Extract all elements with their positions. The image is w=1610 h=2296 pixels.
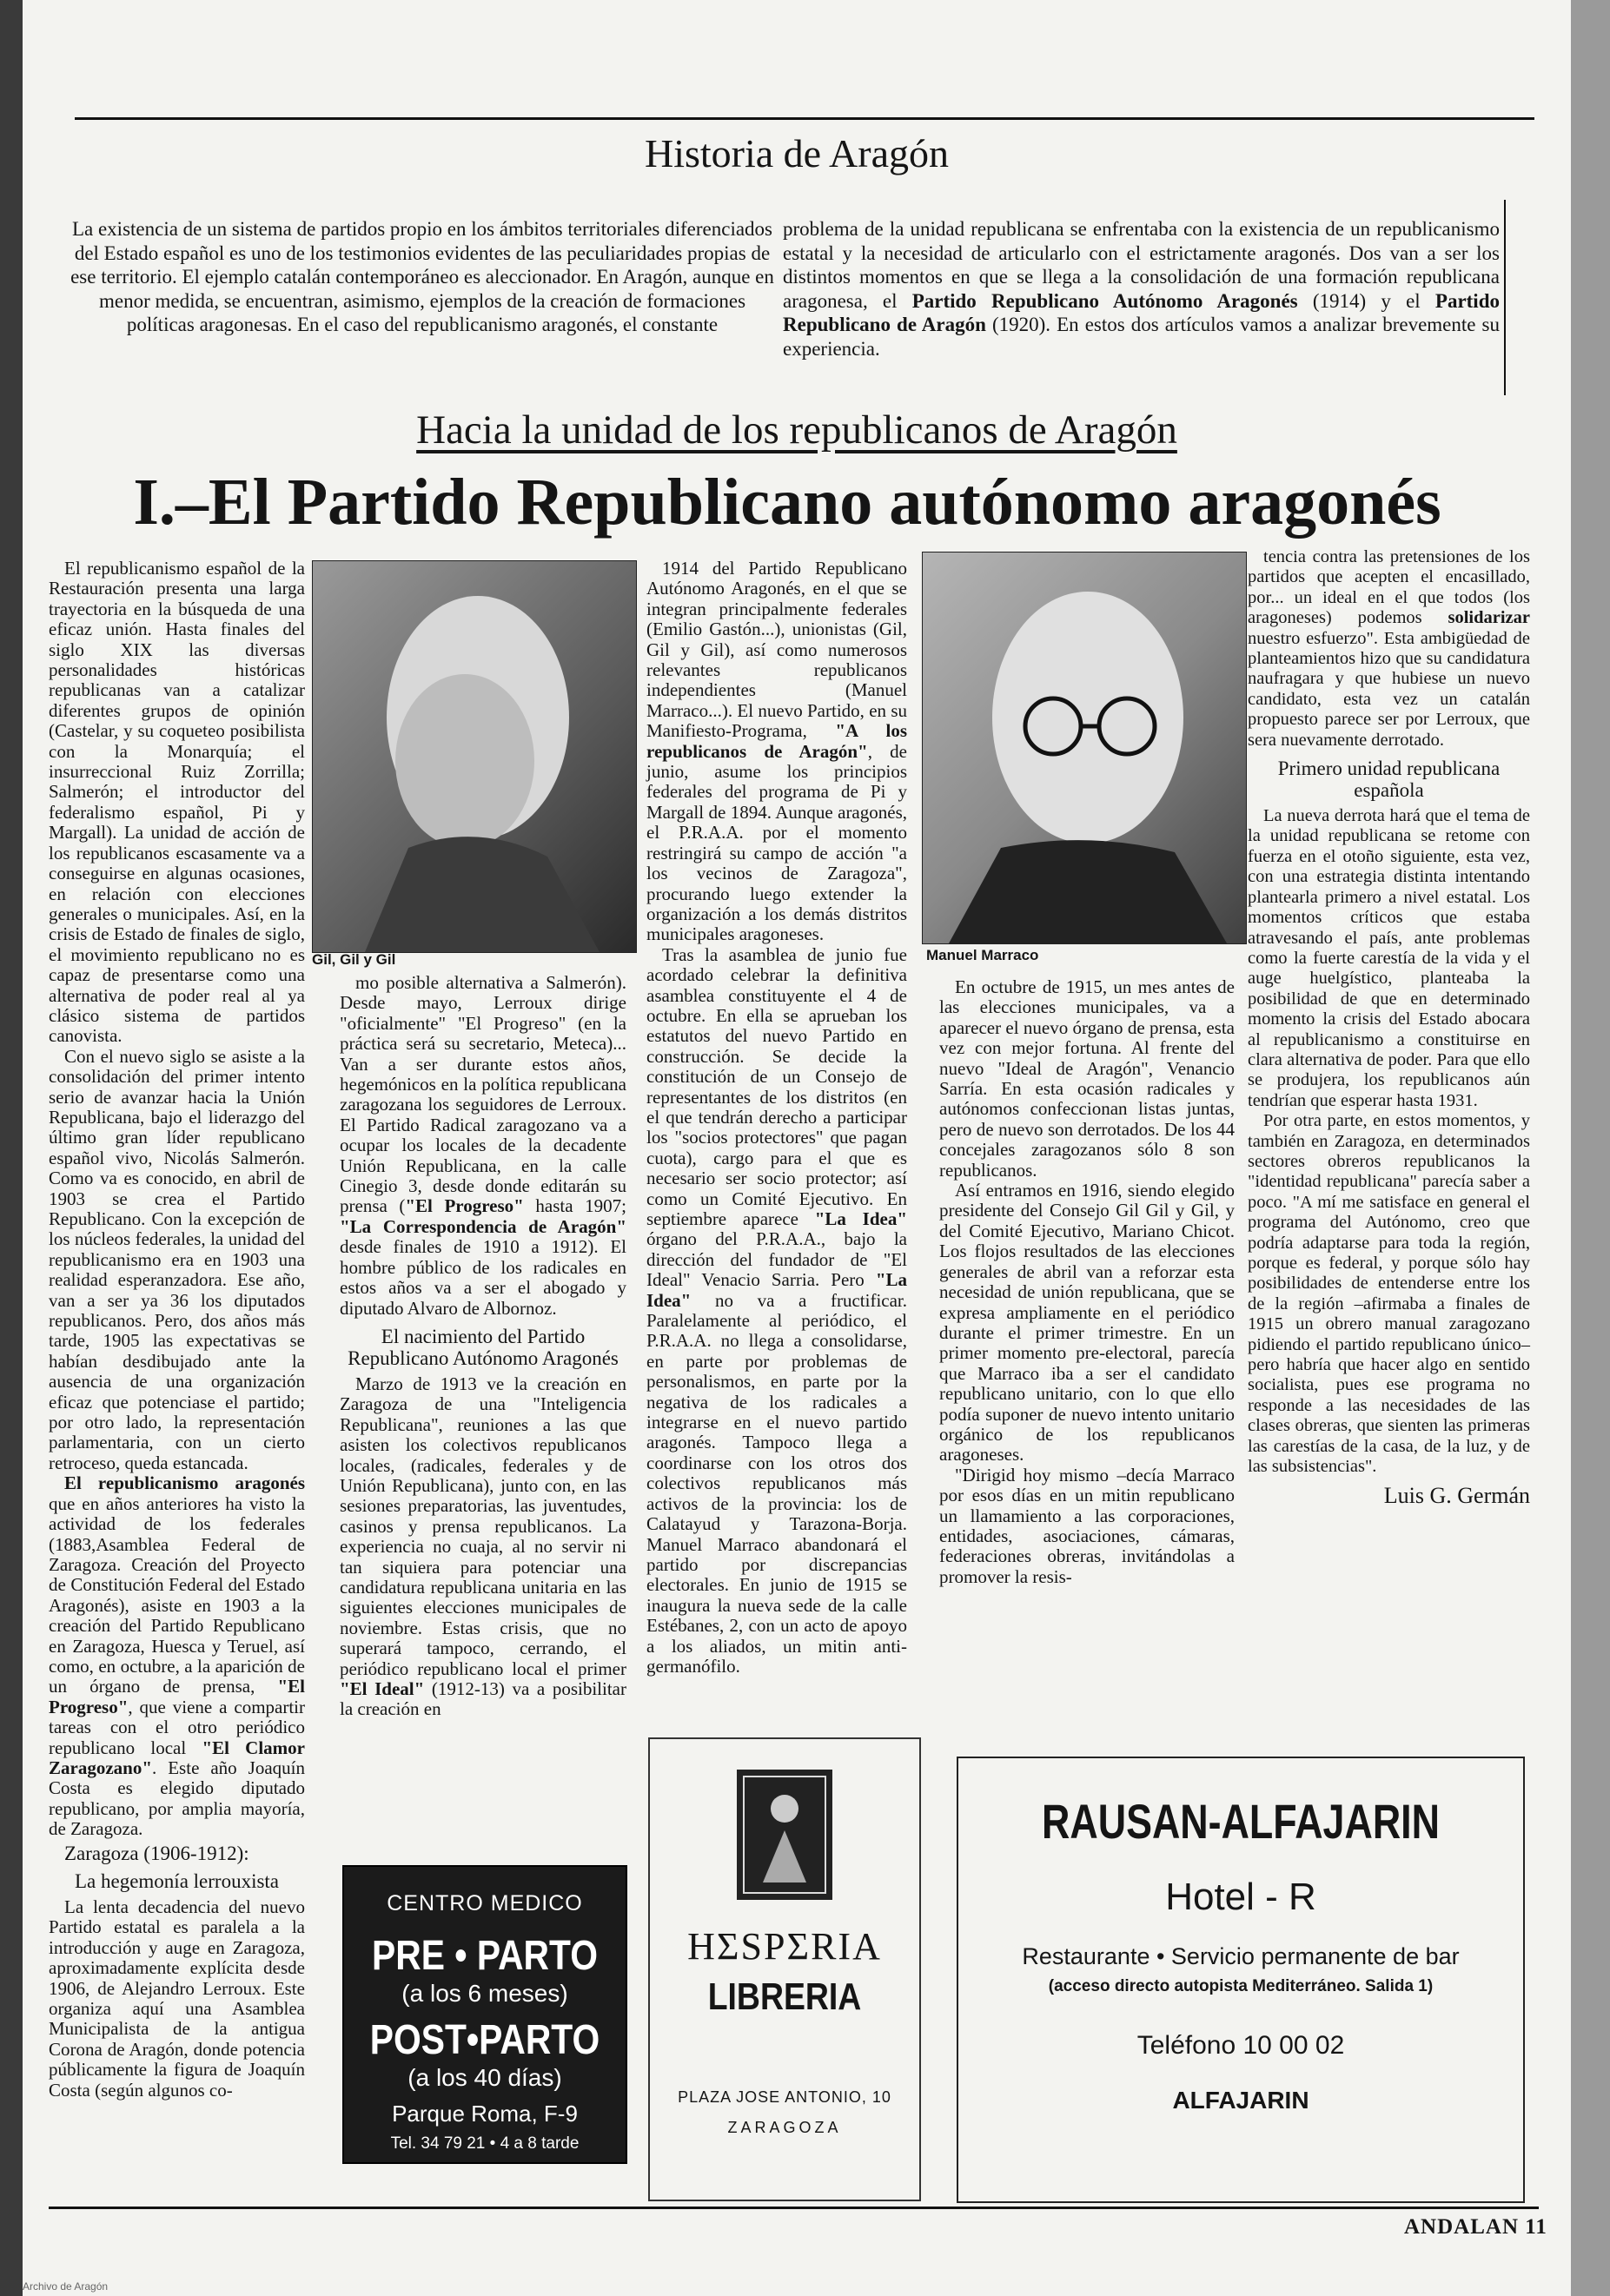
- col1-p3-clamor: "El Clamor Zaragozano": [49, 1737, 305, 1778]
- photo-gil-gil-y-gil: [312, 560, 637, 953]
- col1-p5: La lenta decadencia del nuevo Partido estatal es paralela a la introducción y auge en Zaragoza, aproximadamente explícita desde 1906, de Alejandro Lerroux. Este organiza aquí una Asamblea Municipalista de la antigua Corona de Aragón, donde potencia públicamente la figura de Joaquín Costa (según algunos co-: [49, 1896, 305, 2101]
- ad-medico-address: Parque Roma, F-9: [392, 2101, 578, 2127]
- ad-medico-preparto-note: (a los 6 meses): [401, 1980, 568, 2007]
- col1-p3-b: que en años anteriores ha visto la actividad de los federales (1883,Asamblea Federal de Zaragoza. Creación del Proyecto de Constitución Federal del Estado Aragonés), asiste en 1903 a la creación del Partido Republicano en Zaragoza, Huesca y Teruel, así como, en octubre, a la aparición de un órgano de prensa,: [49, 1492, 305, 1697]
- col4-p2: Así entramos en 1916, siendo elegido presidente del Consejo Gil Gil y Gil, y del Comité Ejecutivo, Mariano Chicot. Los flojos resultados de las elecciones generales de abril van a reforzar esta necesidad de unión republicana, que se expresa ampliamente en el periódico durante el primer trimestre. En un primer momento pre-electoral, parecía que Marraco iba a ser el candidato republicano unitario, con lo que ello podía suponer de nuevo intento unitario orgánico de los republicanos aragoneses.: [939, 1180, 1235, 1466]
- col3-p2: [646, 945, 907, 1677]
- col2-p2: [340, 1374, 626, 1720]
- col2-p1-correspondencia: "La Correspondencia de Aragón": [340, 1215, 626, 1237]
- caption-marraco: Manuel Marraco: [926, 947, 1039, 963]
- page-gutter-right: [1571, 0, 1610, 2296]
- col1-p3-d: , que viene a compartir tareas con el otro periódico republicano local: [49, 1696, 305, 1758]
- ad-centro-medico: [342, 1865, 627, 2164]
- portrait-silhouette-left: [313, 561, 636, 952]
- intro-right-text: [783, 217, 1500, 361]
- section-header: Historia de Aragón: [644, 131, 950, 175]
- ad-medico-postparto: POST•PARTO: [369, 2017, 600, 2063]
- col3-p1-a: 1914 del Partido Republicano Autónomo Aragonés, en el que se integran principalmente federales (Emilio Gastón...), unionistas (Gil, Gil y Gil), así como numerosos relevantes republicanos independientes (Manuel Marraco...). El nuevo Partido, en su Manifiesto-Programa,: [646, 558, 907, 742]
- intro-right-e: (1920). En estos dos artículos vamos a analizar brevemente su experiencia.: [783, 314, 1500, 360]
- col1-p2: Con el nuevo siglo se asiste a la consolidación del primer intento serio de avanzar hacia la Unión Republicana, bajo el liderazgo del último gran líder republicano español vivo, Nicolás Salmerón. Como va es conocido, en abril de 1903 se crea el Partido Republicano. Con la excepción de los núcleos federales, la unidad del republicanismo era en 1903 una realidad esperanzadora. Ese año, van a ser ya 36 los diputados republicanos. Pero, dos años más tarde, 1905 las expectativas se habían desdibujado ante la ausencia de una organización eficaz que potenciase el partido; por otro lado, la representación parlamentaria, con un cierto retroceso, queda estancada.: [49, 1045, 305, 1473]
- ad-medico-phone: Tel. 34 79 21 • 4 a 8 tarde: [390, 2134, 580, 2153]
- headline-kicker: Hacia la unidad de los republicanos de Aragón: [416, 407, 1177, 453]
- col2-p1-a: mo posible alternativa a Salmerón). Desde mayo, Lerroux dirige "oficialmente" "El Progreso" (en la práctica será su secretario, Meteca)... Van a ser durante estos años, hegemónicos en la política republicana zaragozana los seguidores de Lerroux. El Partido Radical zaragozano va a ocupar los locales de la decadente Unión Republicana, en la calle Cinegio 3, desde donde editarán su prensa (: [340, 972, 626, 1217]
- column-5: [1248, 547, 1530, 1509]
- col1-p3-f: . Este año Joaquín Costa es elegido diputado republicano, por amplia mayoría, de Zaragoza.: [49, 1757, 305, 1840]
- col5-p2: La nueva derrota hará que el tema de la unidad republicana se retome con fuerza en el otoño siguiente, esta vez, con una estrategia distinta intentando plantearla primero a nivel estatal. Los momentos críticos que estaba atravesando el país, ante problemas como la fuerte carestía de la vida y el auge huelgístico, planteaba la posibilidad de que en determinado momento la crisis del Estado abocara al republicanismo a constituirse en clara alternativa de poder. Para que ello se produjera, los republicanos aún tendrían que esperar hasta 1931.: [1248, 806, 1530, 1110]
- ad-medico-preparto: PRE • PARTO: [372, 1933, 598, 1979]
- intro-right-party1: Partido Republicano Autónomo Aragonés: [911, 289, 1298, 312]
- ad-hesperia-libreria: [648, 1737, 921, 2201]
- intro-right-c: (1914) y el: [1297, 289, 1435, 312]
- rausan-hotel: Hotel - R: [1165, 1876, 1316, 1918]
- rausan-phone: Teléfono 10 00 02: [1136, 2031, 1345, 2060]
- col3-p2-idea2: "La Idea": [646, 1269, 907, 1311]
- intro-left-text: La existencia de un sistema de partidos propio en los ámbitos territoriales diferenciados del Estado español es uno de los testimonios evidentes de las peculiaridades propias de ese territorio. El ejemplo catalán contemporáneo es aleccionador. En Aragón, aunque en menor medida, se encuentran, asimismo, ejemplos de la creación de formaciones políticas aragonesas. En el caso del republicanismo aragonés, el constante: [70, 218, 774, 335]
- top-rule: [75, 117, 1534, 120]
- intro-right-a: problema de la unidad republicana se enfrentaba con la existencia de un republicanismo estatal y la necesidad de articularlo con el estrictamente aragonés. Dos van a ser los distintos momentos en que se llega a la consolidación de una formación republicana aragonesa, el: [783, 218, 1500, 312]
- caption-gil: Gil, Gil y Gil: [312, 951, 396, 968]
- col2-p2-ideal: "El Ideal": [340, 1678, 425, 1699]
- col5-p1: [1248, 547, 1530, 751]
- col5-p1-solidarizar: solidarizar: [1448, 608, 1530, 628]
- page-gutter-left: [0, 0, 23, 2296]
- col1-p3-progreso: "El Progreso": [49, 1676, 305, 1717]
- col2-p1-e: desde finales de 1910 a 1912). El hombre público de los radicales en estos años va a ser el abogado y diputado Alvaro de Albornoz.: [340, 1236, 626, 1319]
- hesperia-logo: [737, 1770, 832, 1900]
- photo-manuel-marraco: [922, 552, 1247, 944]
- col2-p2-a: Marzo de 1913 ve la creación en Zaragoza de una "Inteligencia Republicana", reuniones a las que asisten los colectivos republicanos locales, (radicales, federales y de Unión Republicana), junto con, en las sesiones preparatorias, las juventudes, casinos y prensa republicanos. La experiencia no cuaja, al no servir ni tan siquiera para potenciar una candidatura republicana unitaria en las siguientes elecciones municipales de noviembre. Estas crisis, que no superará tampoco, cerrando, el periódico republicano local el primer: [340, 1373, 626, 1679]
- column-2: [340, 973, 626, 1720]
- hesperia-libreria: LIBRERIA: [707, 1975, 862, 2018]
- column-4: [939, 977, 1235, 1587]
- col1-p4: Zaragoza (1906-1912):: [64, 1842, 249, 1864]
- page-folio: ANDALAN 11: [1404, 2215, 1547, 2239]
- ad-medico-title: CENTRO MEDICO: [387, 1891, 583, 1916]
- intro-right-party2: Partido Republicano de Aragón: [783, 289, 1500, 335]
- col3-p2-c: órgano del P.R.A.A., bajo la dirección del fundador de "El Ideal" Venacio Sarria. Pero: [646, 1228, 907, 1291]
- col2-p1-progreso: "El Progreso": [405, 1195, 524, 1217]
- hesperia-name: HΣSPΣRIA: [687, 1925, 882, 1968]
- col1-p3-lead: El republicanismo aragonés: [64, 1472, 305, 1494]
- col3-p2-a: Tras la asamblea de junio fue acordado celebrar la definitiva asamblea constituyente el 4 de octubre. En ella se aprueban los estatutos del nuevo Partido en construcción. Se decide la constitución de un Consejo de representantes de los distritos (en el que tendrán derecho a participar los "socios protectores" que pagan cuota), cargo para el que es necesario ser socio protector; así como un Comité Ejecutivo. En septiembre aparece: [646, 943, 907, 1229]
- column-1: [49, 559, 305, 2101]
- col5-author: Luis G. Germán: [1383, 1483, 1530, 1509]
- col3-p1: [646, 559, 907, 945]
- col3-p1-manifiesto: "A los republicanos de Aragón": [646, 720, 907, 762]
- intro-right: [783, 217, 1500, 361]
- bottom-rule: [49, 2207, 1539, 2209]
- portrait-silhouette-right: [923, 552, 1246, 943]
- headline-title: I.–El Partido Republicano autónomo aragonés: [133, 466, 1441, 539]
- intro-left: [66, 217, 778, 337]
- col5-p1-a: tencia contra las pretensiones de los partidos que acepten el encasillado, por... un ideal en el que todos (los aragoneses) podemos: [1248, 547, 1530, 628]
- col5-subhead: Primero unidad republicana española: [1277, 758, 1501, 802]
- col3-p2-e: no va a fructificar. Paralelamente al periódico, el P.R.A.A. no llega a consolidarse, en parte por problemas de personalismos, en parte por la negativa de los radicales a integrarse en el nuevo partido aragonés. Tampoco llega a coordinarse con los otros dos colectivos republicanos más activos de la provincia: los de Calatayud y Tarazona-Borja. Manuel Marraco abandonará el partido por discrepancias electorales. En junio de 1915 se inaugura la nueva sede de la calle Estébanes, 2, con un acto de apoyo a los aliados, un mitin anti-germanófilo.: [646, 1289, 907, 1677]
- col5-p1-c: nuestro esfuerzo". Esta ambigüedad de planteamientos hizo que su candidatura naufragara y que hubiese un nuevo candidato, esta vez un catalán propuesto parece ser por Lerroux, que sera nuevamente derrotado.: [1248, 628, 1530, 750]
- col2-subhead: El nacimiento del Partido Republicano Autónomo Aragonés: [348, 1325, 619, 1369]
- rausan-town: ALFAJARIN: [1172, 2087, 1309, 2114]
- col2-p1-c: hasta 1907;: [523, 1195, 626, 1217]
- col3-p2-idea1: "La Idea": [814, 1208, 908, 1229]
- col1-p3: [49, 1473, 305, 1839]
- newspaper-page: [23, 0, 1571, 2296]
- column-3: [646, 559, 907, 1677]
- rausan-services: Restaurante • Servicio permanente de bar: [1022, 1943, 1460, 1969]
- rausan-title: RAUSAN-ALFAJARIN: [1042, 1794, 1440, 1849]
- ad-medico-postparto-note: (a los 40 días): [407, 2064, 562, 2091]
- col2-p1: [340, 973, 626, 1319]
- col1-subhead: La hegemonía lerrouxista: [74, 1870, 280, 1892]
- rausan-access: (acceso directo autopista Mediterráneo. Salida 1): [1048, 1977, 1434, 1995]
- hesperia-city: ZARAGOZA: [727, 2119, 842, 2136]
- col1-p1: El republicanismo español de la Restauración presenta una larga trayectoria en la búsqueda de una eficaz unión. Hasta finales del siglo XIX las diversas personalidades históricas republicanas van a catalizar diferentes grupos de opinión (Castelar, y su coqueteo posibilista con la Monarquía; el insurreccional Ruiz Zorrilla; Salmerón; el introductor del federalismo español, Pi y Margall). La unidad de acción de los republicanos escasamente va a conseguirse en algunas ocasiones, en relación con elecciones generales o municipales. Así, en la crisis de Estado de finales de siglo, el movimiento republicano no es capaz de presentarse como una alternativa de poder real al ya clásico sistema de partidos canovista.: [49, 558, 305, 1047]
- col4-p3: "Dirigid hoy mismo –decía Marraco por esos días en un mitin republicano un llamamiento a las corporaciones, entidades, asociaciones, cámaras, federaciones obreras, invitándolas a promover la resis-: [939, 1464, 1235, 1587]
- hesperia-logo-icon: [737, 1770, 832, 1900]
- hesperia-address: PLAZA JOSE ANTONIO, 10: [678, 2088, 891, 2106]
- ad-rausan-alfajarin: [957, 1757, 1525, 2203]
- intro-box-rule: [1504, 200, 1506, 395]
- col5-p3: Por otra parte, en estos momentos, y también en Zaragoza, en determinados sectores obreros republicanos la "identidad republicana" parecía saber a poco. "A mí me satisface en general el programa del Autónomo, creo que podría adaptarse para toda la región, porque es federal, y porque sólo hay posibilidades de entenderse entre los de la región –afirmaba a finales de 1915 un obrero manual zaragozano pidiendo el partido republicano único– pero habría que hacer algo en sentido socialista, pues ese programa no responde a las necesidades de las clases obreras, que sienten las primeras las carestías de la casa, de la luz, y de las subsistencias".: [1248, 1111, 1530, 1477]
- archive-credit: Archivo de Aragón: [23, 2280, 109, 2293]
- col3-p1-c: , de junio, asume los principios federales del programa de Pi y Margall de 1894. Aunque aragonés, el P.R.A.A. por el momento restringirá su campo de acción "a los vecinos de Zaragoza", procurando luego extender la organización a los demás distritos municipales aragoneses.: [646, 740, 907, 945]
- col2-p2-c: (1912-13) va a posibilitar la creación en: [340, 1678, 626, 1720]
- col4-p1: En octubre de 1915, un mes antes de las elecciones municipales, va a aparecer el nuevo órgano de prensa, esta vez con mejor fortuna. Al frente del nuevo "Ideal de Aragón", Venancio Sarría. En esta ocasión radicales y autónomos confeccionan listas juntas, pero de nuevo son derrotados. De los 44 concejales zaragozanos sólo 8 son republicanos.: [939, 976, 1235, 1181]
